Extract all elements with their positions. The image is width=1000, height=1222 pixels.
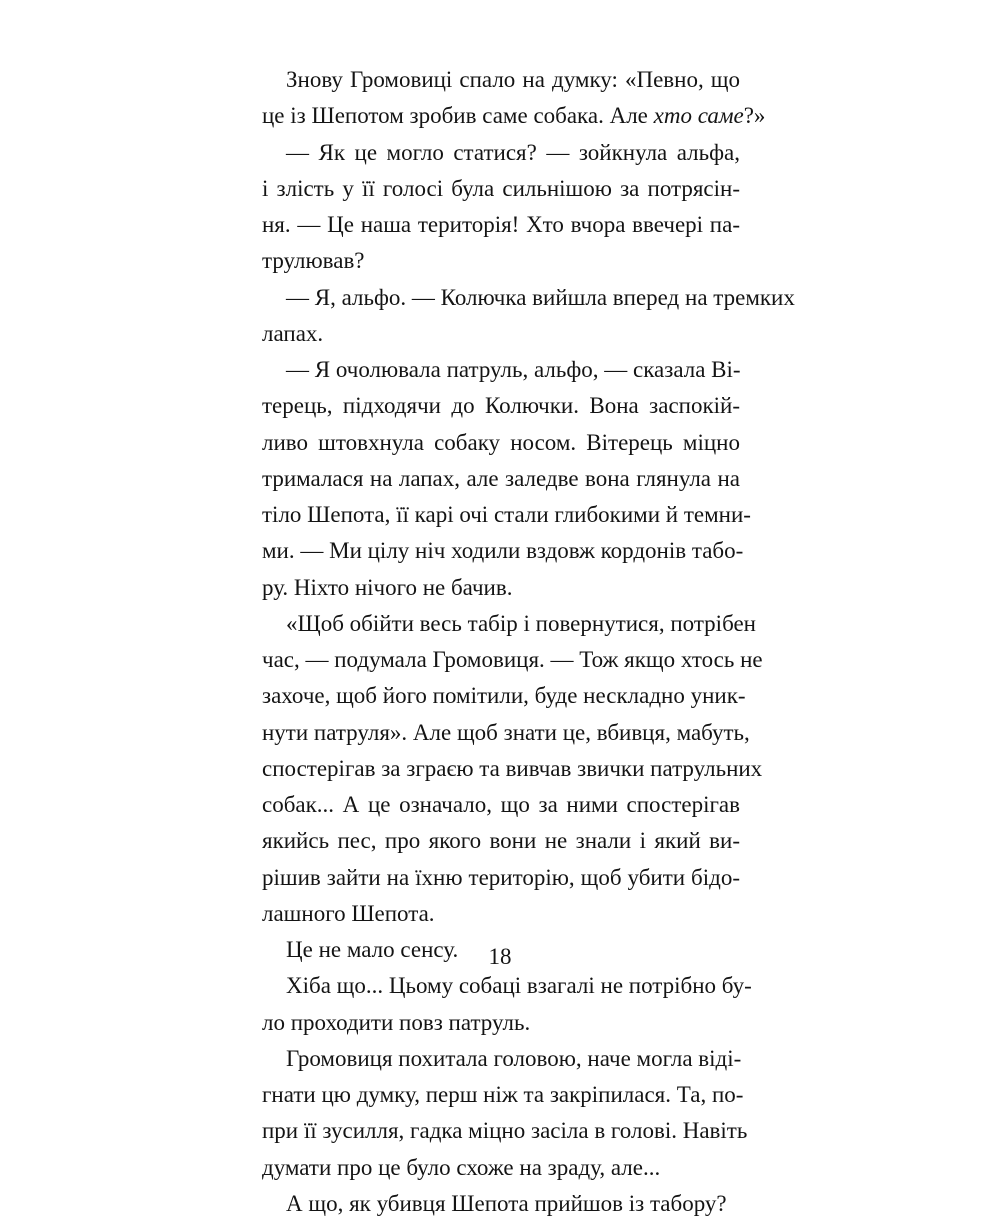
text-line: ру. Ніхто нічого не бачив. bbox=[262, 574, 513, 600]
text-line: нути патруля». Але щоб знати це, вбивця, мабуть, bbox=[262, 719, 750, 745]
text-line: рішив зайти на їхню територію, щоб убити бідо- bbox=[262, 864, 740, 890]
text-line: — Як це могло статися? — зойкнула альфа, bbox=[286, 139, 740, 165]
text-line: Знову Громовиці спало на думку: «Певно, що bbox=[286, 67, 740, 92]
text-line: — Я очолювала патруль, альфо, — сказала Ві- bbox=[286, 357, 741, 382]
text-line: якийсь пес, про якого вони не знали і який ви- bbox=[262, 828, 740, 854]
text-line: — Я, альфо. — Колючка вийшла вперед на тремких bbox=[286, 284, 795, 310]
text-line: ня. — Це наша територія! Хто вчора ввечері па- bbox=[262, 212, 740, 237]
text-line: захоче, щоб його помітили, буде нескладно уник- bbox=[262, 683, 746, 709]
text-line: при її зусилля, гадка міцно засіла в голові. Навіть bbox=[262, 1118, 748, 1144]
text-line: собак... А це означало, що за ними спостерігав bbox=[262, 792, 740, 817]
text-line: «Щоб обійти весь табір і повернутися, потрібен bbox=[286, 610, 756, 636]
text-line: лапах. bbox=[262, 320, 324, 346]
page-number: 18 bbox=[488, 944, 512, 969]
text-line: трулював? bbox=[262, 248, 365, 274]
text-line: А що, як убивця Шепота прийшов із табору? bbox=[286, 1190, 727, 1216]
text-line: гнати цю думку, перш ніж та закріпилася. Та, по- bbox=[262, 1082, 744, 1107]
text-line: лашного Шепота. bbox=[262, 900, 435, 926]
text-line: це із Шепотом зробив саме собака. Але хто саме?» bbox=[262, 103, 766, 129]
text-line: спостерігав за зграєю та вивчав звички патрульних bbox=[262, 755, 763, 781]
text-line: і злість у її голосі була сильнішою за потрясін- bbox=[262, 175, 740, 201]
italic-emphasis: хто саме bbox=[653, 103, 744, 129]
text-line: терець, підходячи до Колючки. Вона заспокій- bbox=[262, 393, 740, 419]
text-line: ло проходити повз патруль. bbox=[262, 1009, 531, 1035]
text-line: ми. — Ми цілу ніч ходили вздовж кордонів табо- bbox=[262, 538, 744, 564]
text-line: ливо штовхнула собаку носом. Вітерець міцно bbox=[262, 429, 740, 455]
text-line: думати про це було схоже на зраду, але... bbox=[262, 1154, 661, 1180]
text-line: час, — подумала Громовиця. — Тож якщо хтось не bbox=[262, 647, 763, 672]
text-line: Громовиця похитала головою, наче могла віді- bbox=[286, 1045, 742, 1071]
text-line: Це не мало сенсу. bbox=[286, 937, 459, 962]
body-text bbox=[262, 62, 795, 1222]
text-line: тіло Шепота, її карі очі стали глибокими й темни- bbox=[262, 502, 751, 527]
text-line: Хіба що... Цьому собаці взагалі не потрібно бу- bbox=[286, 973, 752, 999]
text-line: трималася на лапах, але заледве вона глянула на bbox=[262, 465, 740, 491]
